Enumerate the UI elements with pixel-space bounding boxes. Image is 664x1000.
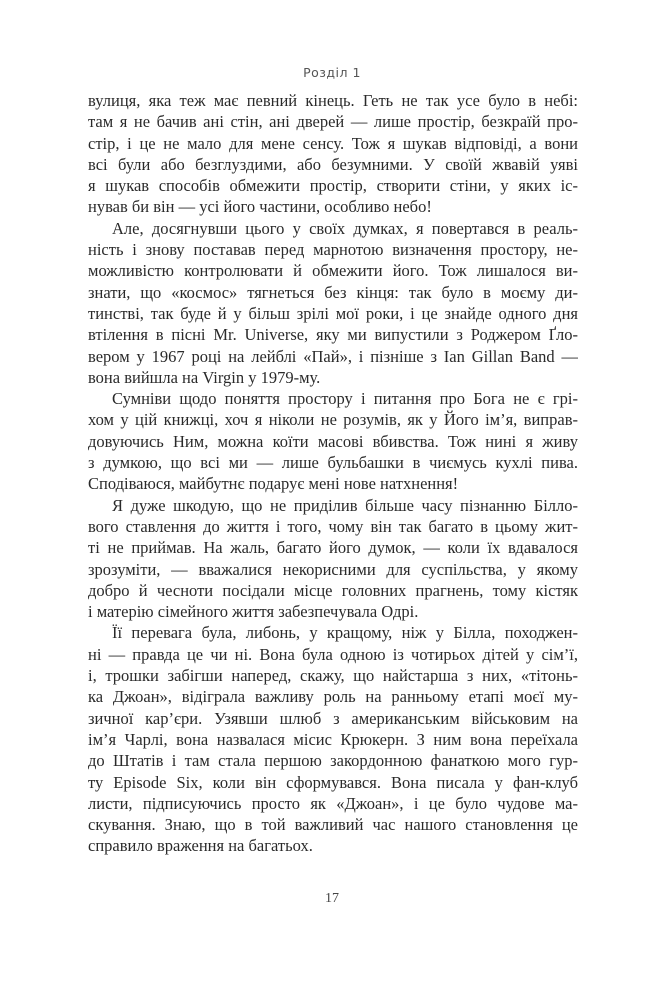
text-line: з думкою, що всі ми — лише бульбашки в чиємусь кухлі пива. <box>88 453 578 473</box>
text-line: Я дуже шкодую, що не приділив більше часу пізнанню Білло- <box>112 495 578 515</box>
text-line: Але, досягнувши цього у своїх думках, я повертався в реаль- <box>112 218 578 238</box>
text-line: ність і знову поставав перед марнотою визначення простору, не- <box>88 240 578 260</box>
text-line: і, трошки забігши наперед, скажу, що найстарша з них, «тітонь- <box>88 666 578 686</box>
text-line: стір, і це не мало для мене сенсу. Тож я шукав відповіді, а вони <box>88 133 578 153</box>
text-line: до Штатів і там стала першою закордонною фанаткою мого гур- <box>88 751 578 771</box>
text-line: добро й чесноти посідали місце головних прагнень, тому кістяк <box>88 580 578 600</box>
text-line: там я не бачив ані стін, ані дверей — лише простір, безкраїй про- <box>88 112 578 132</box>
page-number: 17 <box>325 891 339 906</box>
text-line: зичної кар’єри. Узявши шлюб з американським військовим на <box>88 708 578 728</box>
text-line: і матерію сімейного життя забезпечувала Одрі. <box>88 602 419 622</box>
text-line: Її перевага була, либонь, у кращому, ніж у Білла, походжен- <box>112 623 578 643</box>
text-line: довуючись Ним, можна коїти масові вбивства. Тож нині я живу <box>88 431 578 451</box>
text-line: вона вийшла на Virgin у 1979-му. <box>88 367 321 387</box>
running-header: Розділ 1 <box>303 65 361 80</box>
body-text <box>88 90 578 857</box>
text-line: вером у 1967 році на лейблі «Пай», і пізніше з Ian Gillan Band — <box>88 346 578 366</box>
text-line: я шукав способів обмежити простір, створити стіни, у яких іс- <box>88 176 578 196</box>
text-line: хом у цій книжці, хоч я ніколи не розумів, як у Його ім’я, виправ- <box>88 410 578 430</box>
text-line: ту Episode Six, коли він сформувався. Вона писала у фан-клуб <box>88 772 578 792</box>
text-line: ні — правда це чи ні. Вона була одною із чотирьох дітей у сім’ї, <box>88 644 578 664</box>
text-line: знати, що «космос» тягнеться без кінця: так було в моєму ди- <box>88 282 578 302</box>
text-line: Сподіваюся, майбутнє подарує мені нове натхнення! <box>88 474 459 494</box>
text-line: нував би він — усі його частини, особливо небо! <box>88 197 432 217</box>
text-line: всі були або безглуздими, або безумними. У своїй жвавій уяві <box>88 154 578 174</box>
text-line: вого ставлення до життя і того, чому він так багато в цьому жит- <box>88 516 578 536</box>
text-line: зрозуміти, — вважалися некорисними для суспільства, у якому <box>88 559 578 579</box>
text-line: тинстві, так буде й у більш зрілі мої роки, і це знайде одного дня <box>88 303 578 323</box>
text-line: ка Джоан», відіграла важливу роль на ранньому етапі моєї му- <box>88 687 578 707</box>
text-line: Сумніви щодо поняття простору і питання про Бога не є грі- <box>112 389 578 409</box>
text-line: можливістю контролювати й обмежити його. Тож лишалося ви- <box>88 261 578 281</box>
text-line: листи, підписуючись просто як «Джоан», і це було чудове ма- <box>88 793 578 813</box>
text-line: скування. Знаю, що в той важливий час нашого становлення це <box>88 815 578 835</box>
text-line: втілення в пісні Mr. Universe, яку ми випустили з Роджером Ґло- <box>88 325 578 345</box>
text-line: вулиця, яка теж має певний кінець. Геть не так усе було в небі: <box>88 91 578 110</box>
text-line: ті не приймав. На жаль, багато його думок, — коли їх вдавалося <box>88 538 578 558</box>
text-line: ім’я Чарлі, вона назвалася місис Крюкерн. З ним вона переїхала <box>88 729 578 749</box>
text-line: справило враження на багатьох. <box>88 836 313 856</box>
